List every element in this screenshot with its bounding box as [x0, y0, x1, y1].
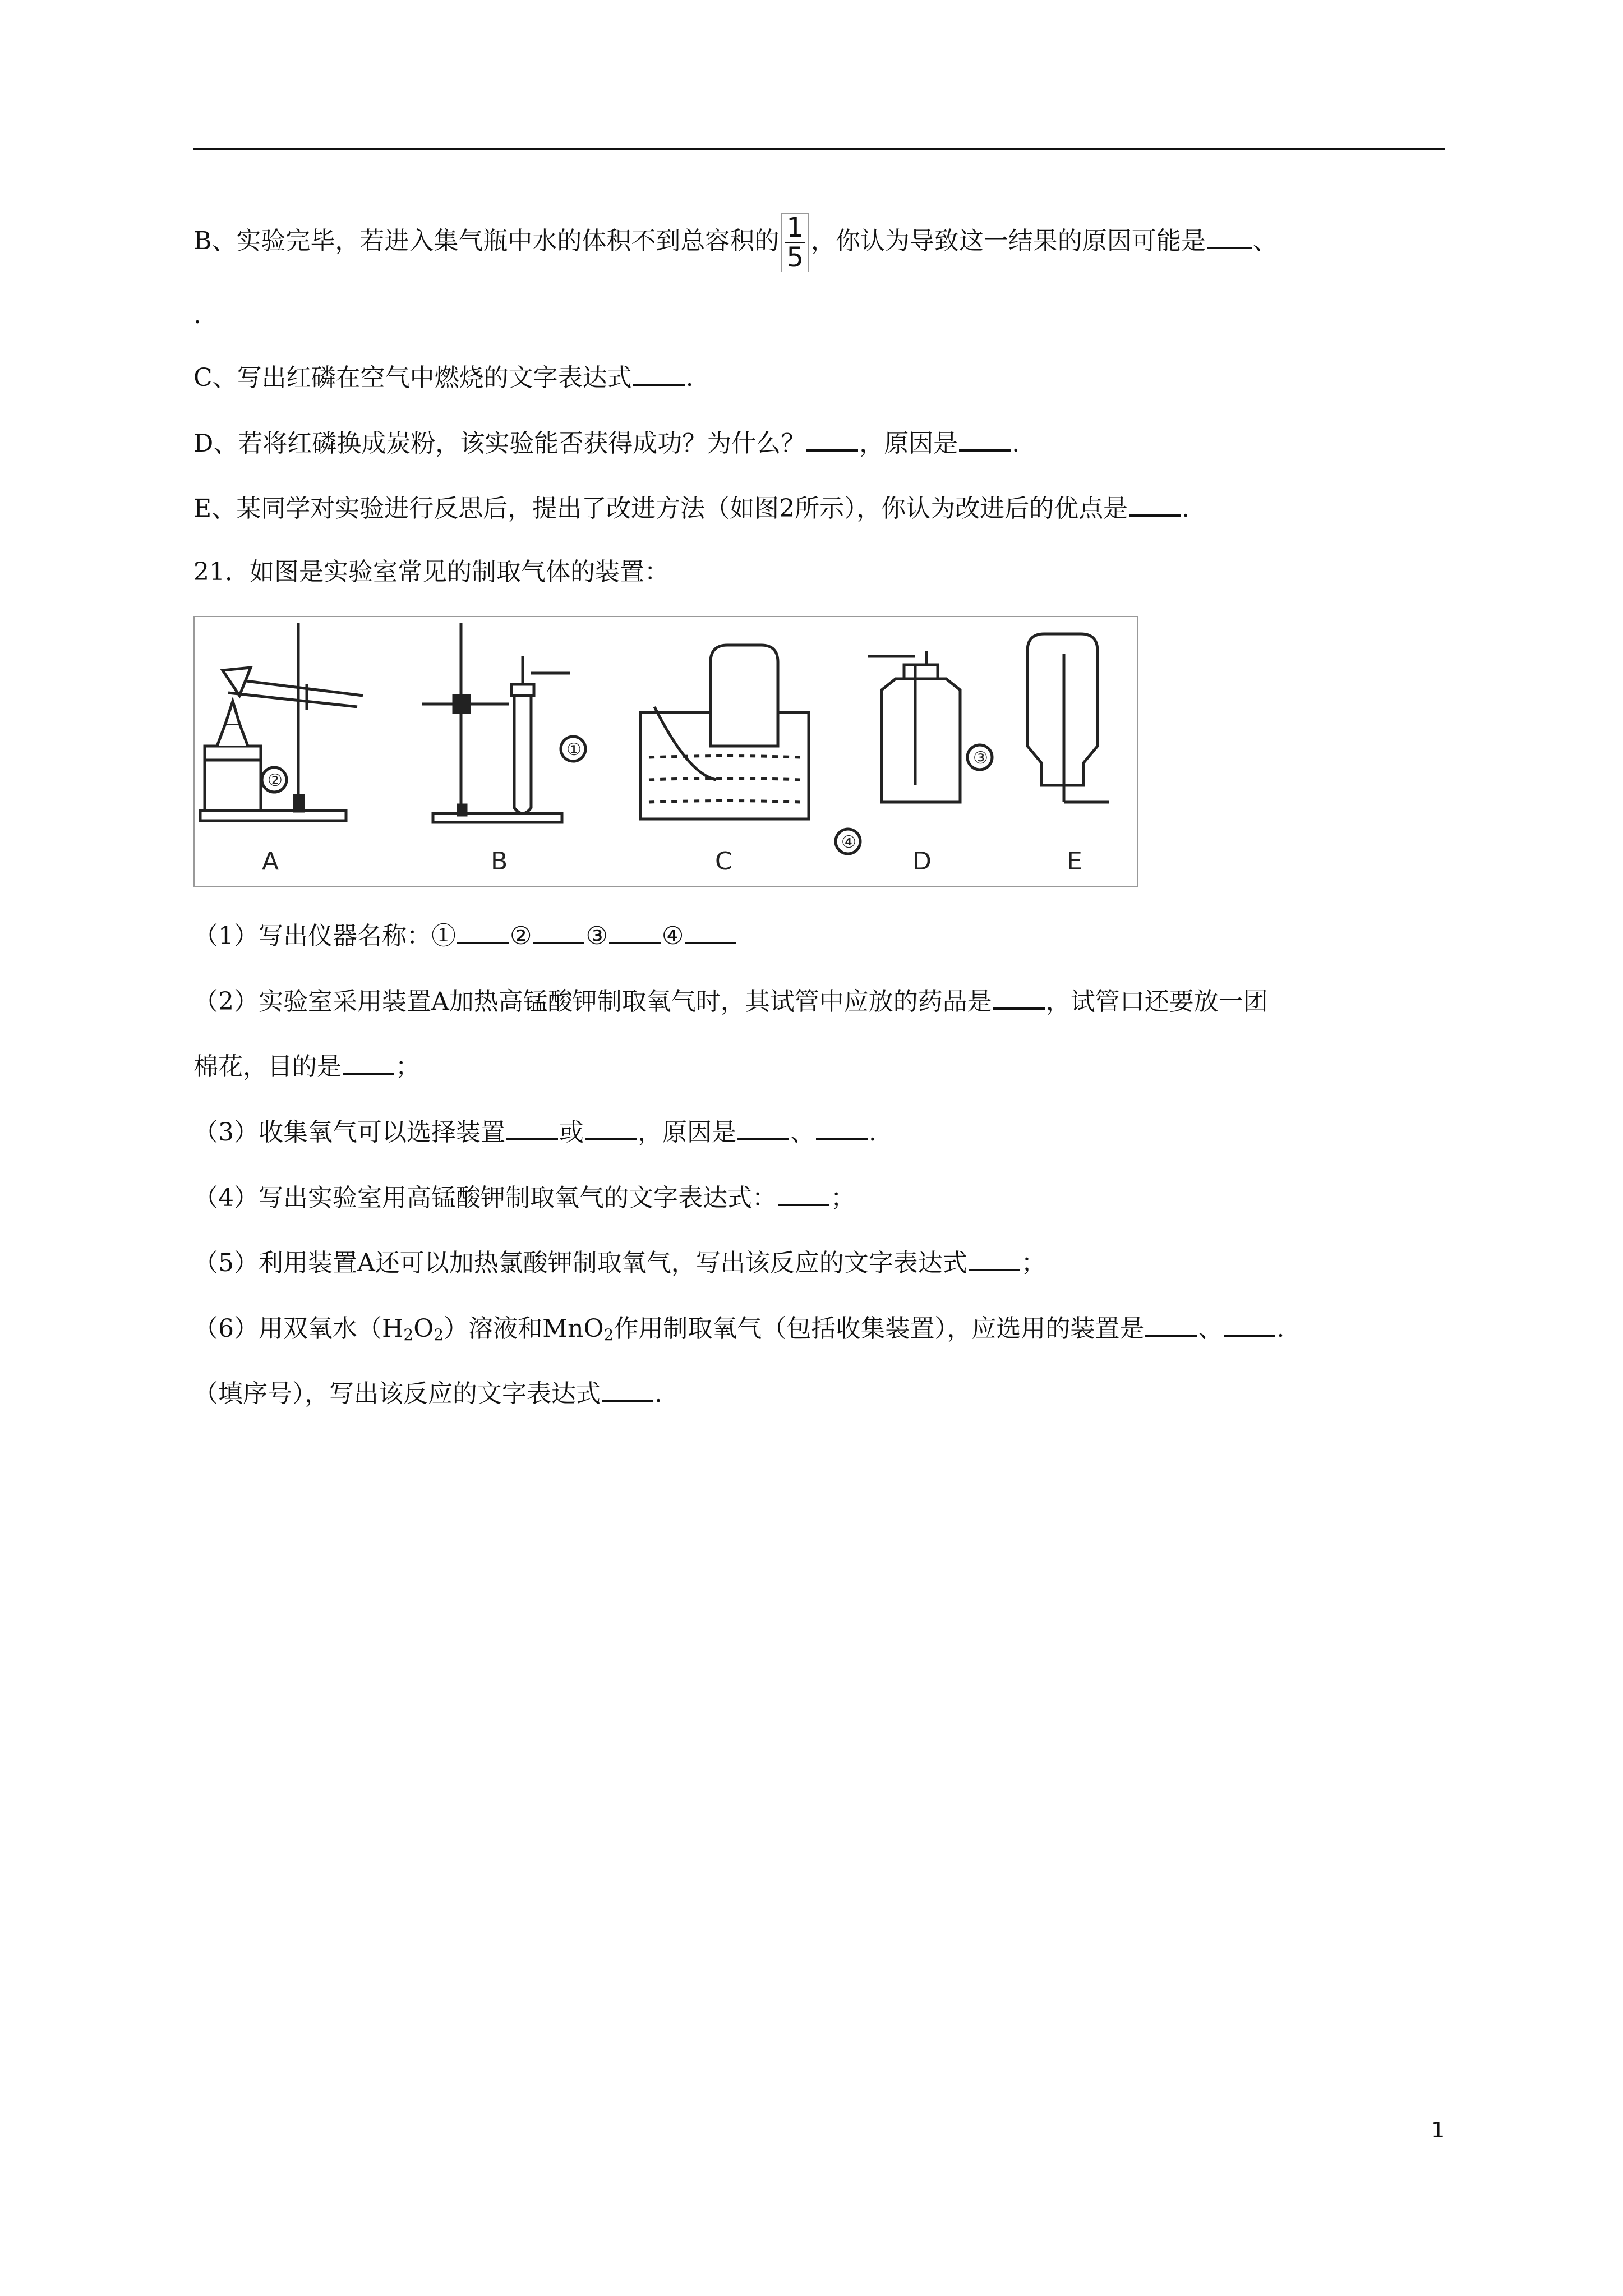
- answer-blank[interactable]: [969, 1244, 1020, 1271]
- answer-blank[interactable]: [816, 1114, 868, 1140]
- answer-blank[interactable]: [806, 425, 858, 452]
- label-c: C: [715, 847, 732, 876]
- answer-blank[interactable]: [778, 1179, 829, 1206]
- answer-blank[interactable]: [685, 917, 736, 944]
- subq-2: （2）实验室采用装置A加热高锰酸钾制取氧气时，其试管中应放的药品是 ，试管口还要放一团: [193, 983, 1268, 1019]
- apparatus-d: [868, 651, 992, 802]
- subq-2-continuation: 棉花，目的是 ；: [193, 1048, 420, 1084]
- marker-4: ④: [841, 832, 856, 852]
- answer-blank[interactable]: [533, 917, 584, 944]
- answer-blank[interactable]: [993, 983, 1045, 1010]
- fraction-one-fifth: $\frac{1}{5}$: [781, 213, 809, 272]
- apparatus-c: [640, 645, 860, 854]
- answer-blank[interactable]: [506, 1114, 558, 1140]
- subq-5: （5）利用装置A还可以加热氯酸钾制取氧气，写出该反应的文字表达式 ；: [193, 1244, 1046, 1280]
- subq-4: （4）写出实验室用高锰酸钾制取氧气的文字表达式： ；: [193, 1179, 855, 1215]
- apparatus-e: [1027, 634, 1109, 802]
- label-e: E: [1067, 847, 1082, 876]
- answer-blank[interactable]: [1145, 1310, 1197, 1337]
- answer-blank[interactable]: [1129, 490, 1181, 517]
- subq-1: （1）写出仪器名称：① ② ③ ④: [193, 917, 737, 953]
- apparatus-a: [200, 623, 363, 821]
- question-21-title: 21．如图是实验室常见的制取气体的装置：: [193, 558, 669, 586]
- apparatus-figure: [193, 616, 1138, 887]
- answer-blank[interactable]: [585, 1114, 637, 1140]
- answer-blank[interactable]: [602, 1375, 653, 1402]
- label-b: B: [491, 847, 508, 876]
- apparatus-drawing: [195, 617, 1137, 886]
- subq-3: （3）收集氧气可以选择装置 或 ，原因是 、 .: [193, 1114, 877, 1149]
- answer-blank[interactable]: [737, 1114, 789, 1140]
- subq-6-continuation: （填序号），写出该反应的文字表达式 .: [193, 1375, 662, 1411]
- answer-blank[interactable]: [959, 425, 1011, 452]
- item-c: C、写出红磷在空气中燃烧的文字表达式 .: [193, 359, 694, 395]
- marker-2: ②: [268, 771, 283, 790]
- answer-blank[interactable]: [343, 1048, 394, 1075]
- item-b: B、实验完毕，若进入集气瓶中水的体积不到总容积的 $\frac{1}{5}$ ，你认为导致这一结果的原因可能是 、: [193, 212, 1278, 273]
- label-a: A: [262, 847, 279, 876]
- answer-blank[interactable]: [609, 917, 661, 944]
- header-rule: [193, 148, 1445, 150]
- item-d: D、若将红磷换成炭粉，该实验能否获得成功？为什么？ ，原因是 .: [193, 425, 1020, 461]
- answer-blank[interactable]: [457, 917, 509, 944]
- item-b-text: B、实验完毕，若进入集气瓶中水的体积不到总容积的: [193, 227, 780, 255]
- item-e: E、某同学对实验进行反思后，提出了改进方法（如图2所示），你认为改进后的优点是 .: [193, 490, 1189, 526]
- marker-1: ①: [566, 740, 582, 760]
- answer-blank[interactable]: [1207, 222, 1252, 249]
- subq-6: （6）用双氧水$(H_2O_2)$溶液和MnO$_2$作用制取氧气（包括收集装置），应选用的装置是 、 .: [193, 1310, 1284, 1352]
- apparatus-b: [422, 623, 585, 822]
- answer-blank[interactable]: [1224, 1310, 1275, 1337]
- marker-3: ③: [973, 748, 988, 768]
- answer-blank[interactable]: [633, 359, 685, 386]
- page-number: 1: [1431, 2118, 1445, 2142]
- item-b-continuation: .: [193, 301, 201, 329]
- label-d: D: [912, 847, 932, 876]
